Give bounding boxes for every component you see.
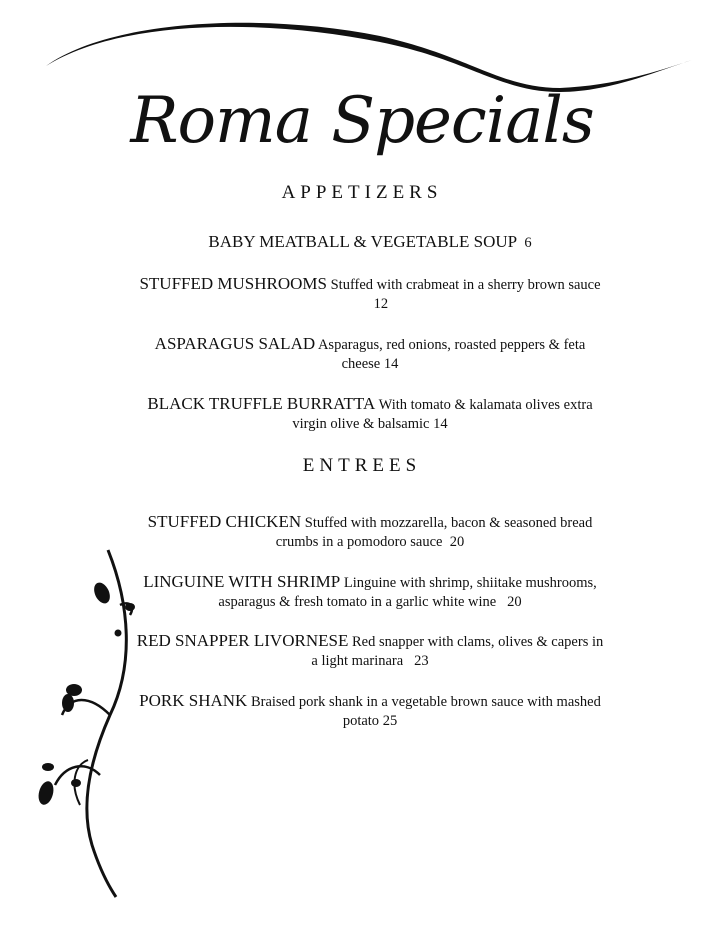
item-name: RED SNAPPER LIVORNESE [136, 631, 349, 650]
menu-title: Roma Specials [130, 84, 594, 158]
item-price: 20 [507, 594, 522, 610]
item-price: 12 [373, 296, 389, 312]
item-price: 23 [414, 653, 429, 669]
item-description: With tomato & kalamata olives extra virgin olive & balsamic [292, 397, 593, 432]
menu-item [135, 572, 605, 612]
item-description: Asparagus, red onions, roasted peppers & feta cheese [317, 337, 586, 372]
item-price: 6 [524, 235, 532, 251]
item-description: Braised pork shank in a vegetable brown sauce with mashed potato [250, 694, 601, 729]
item-name: BABY MEATBALL & VEGETABLE SOUP [208, 232, 518, 251]
item-description: Stuffed with mozzarella, bacon & seasoned bread crumbs in a pomodoro sauce [275, 515, 593, 550]
item-description: Stuffed with crabmeat in a sherry brown sauce [330, 277, 601, 293]
menu-item [135, 232, 605, 253]
item-name: STUFFED CHICKEN [147, 512, 302, 531]
decorative-vine [30, 545, 140, 905]
item-name: LINGUINE WITH SHRIMP [143, 572, 341, 591]
menu-item [135, 274, 605, 314]
menu-item [135, 512, 605, 552]
item-price: 20 [449, 534, 465, 550]
item-name: BLACK TRUFFLE BURRATTA [147, 394, 376, 413]
item-price: 14 [383, 356, 399, 372]
item-name: ASPARAGUS SALAD [154, 334, 316, 353]
appetizers-heading: APPETIZERS [281, 182, 443, 203]
menu-item [135, 394, 605, 434]
entrees-heading: ENTREES [302, 455, 422, 476]
item-name: STUFFED MUSHROOMS [139, 274, 327, 293]
item-price: 14 [433, 416, 448, 432]
menu-item [135, 691, 605, 731]
item-description: Linguine with shrimp, shiitake mushrooms, asparagus & fresh tomato in a garlic white wine [218, 575, 597, 610]
item-price: 25 [382, 713, 398, 729]
menu-item [135, 631, 605, 671]
item-name: PORK SHANK [139, 691, 248, 710]
menu-item [135, 334, 605, 374]
item-description: Red snapper with clams, olives & capers in a light marinara [311, 634, 604, 669]
